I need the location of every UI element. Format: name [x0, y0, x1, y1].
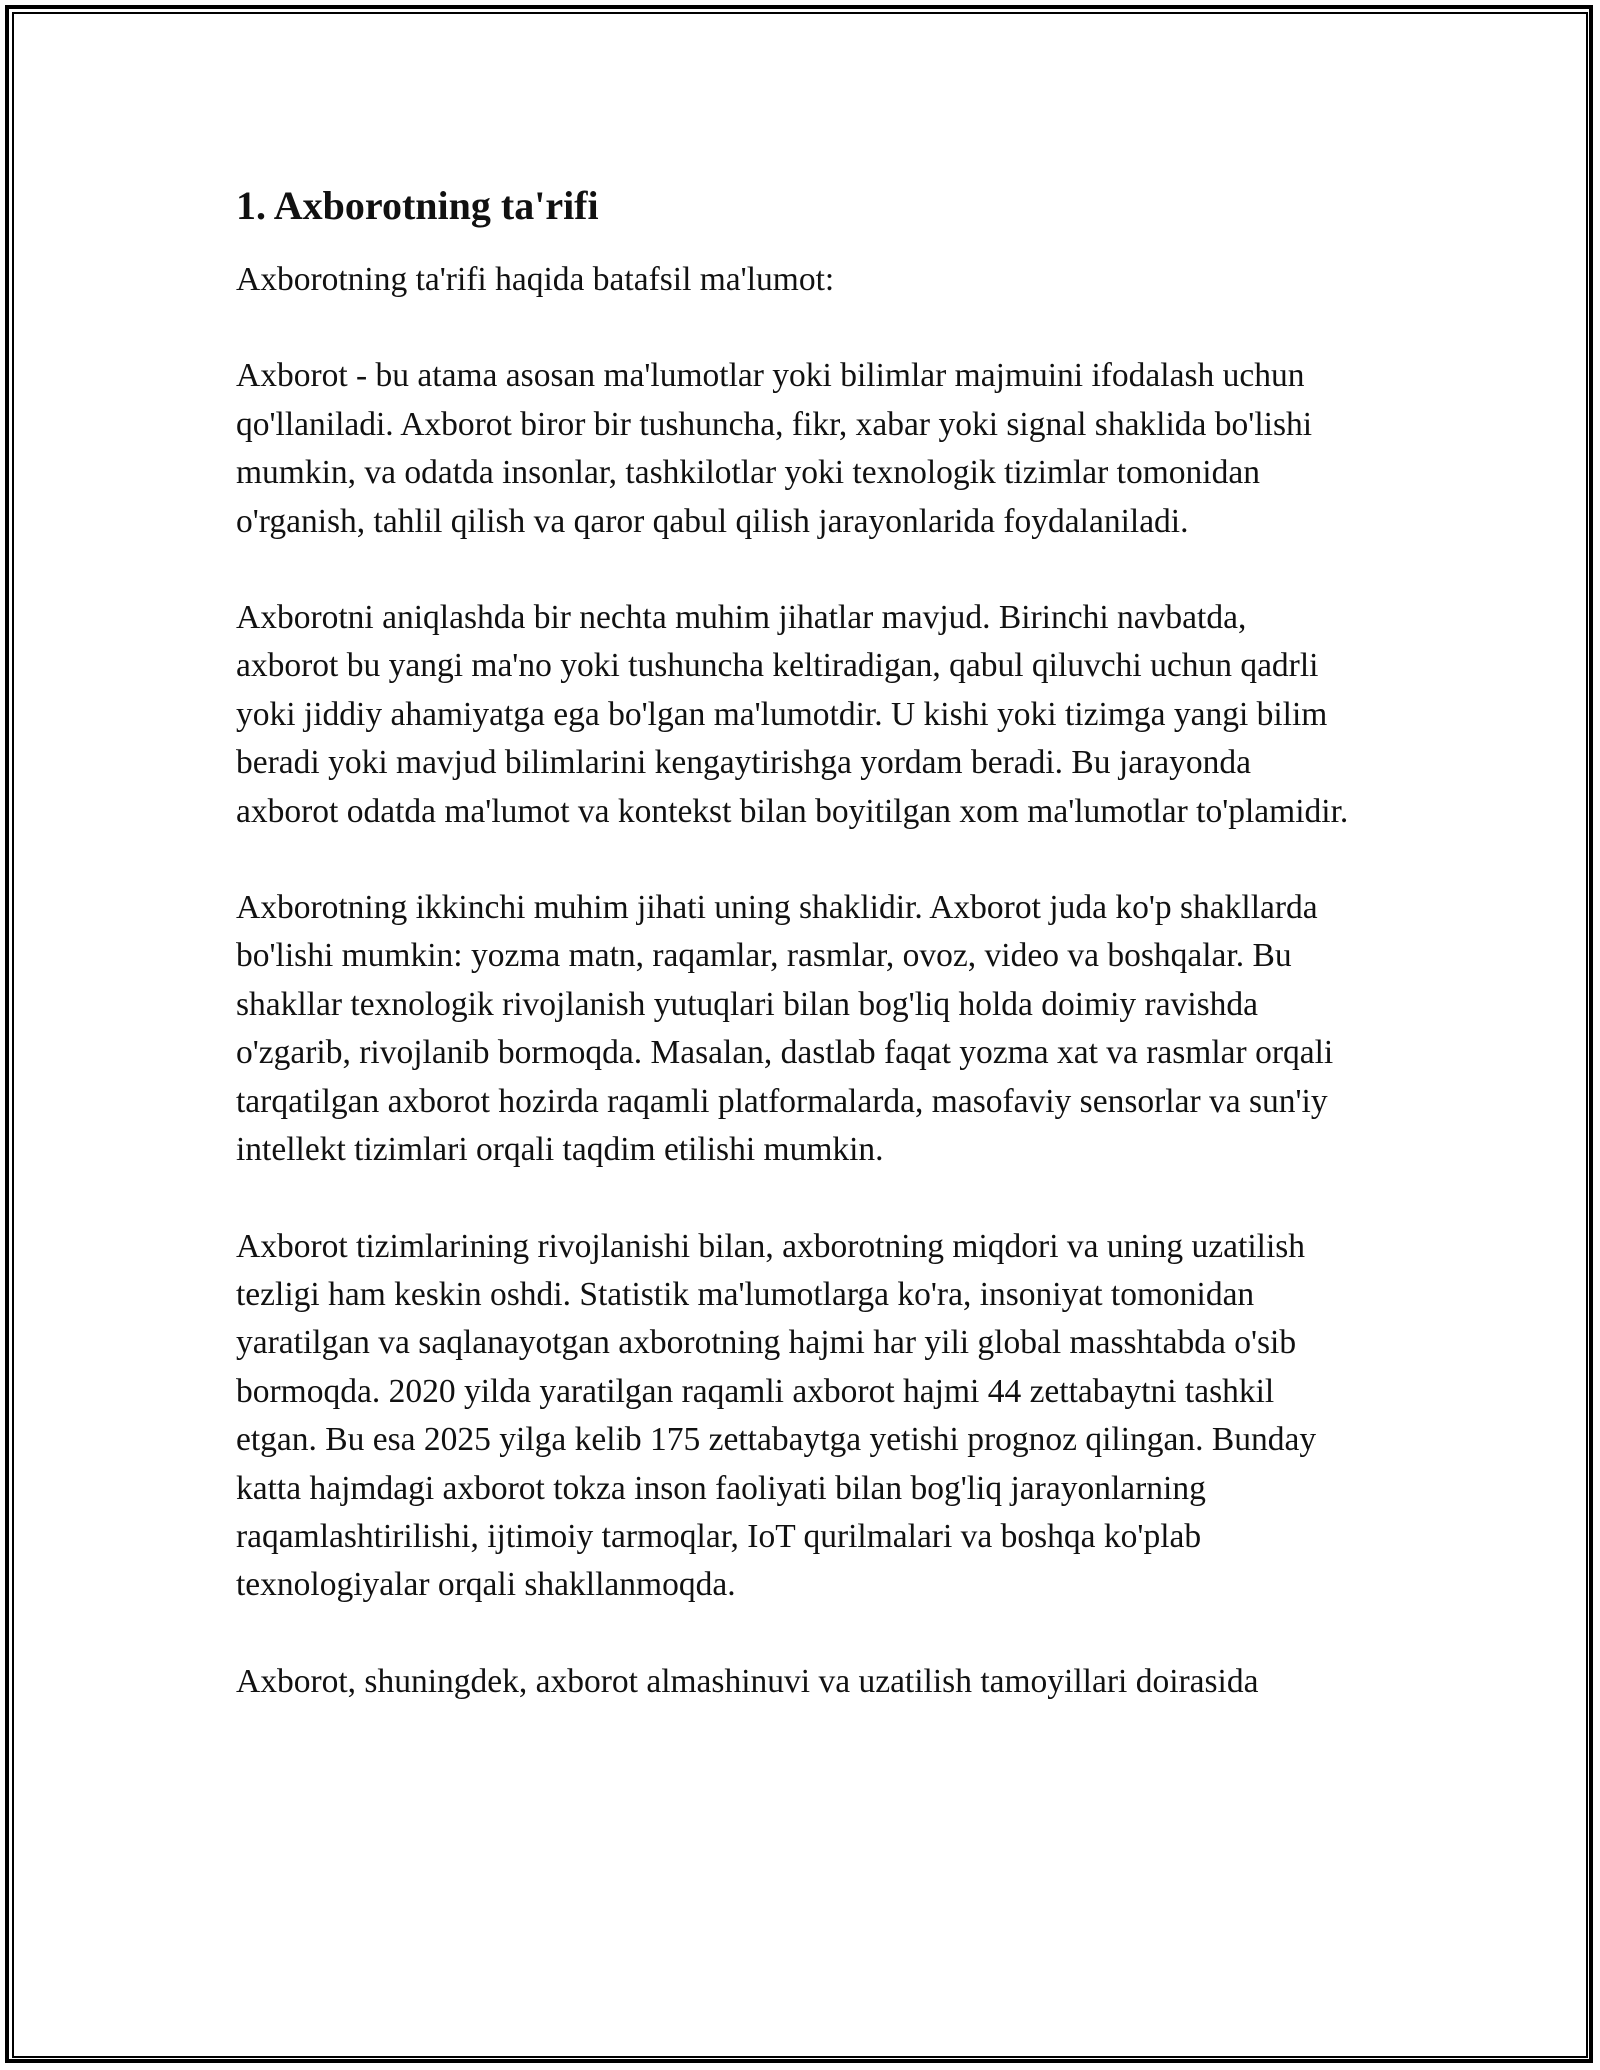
exchange-paragraph: Axborot, shuningdek, axborot almashinuvi va uzatilish tamoyillari doirasida — [236, 1662, 1259, 1700]
section-heading: 1. Axborotning ta'rifi — [236, 183, 599, 228]
intro-paragraph: Axborotning ta'rifi haqida batafsil ma'lumot: — [236, 261, 835, 298]
growth-paragraph: Axborot tizimlarining rivojlanishi bilan, axborotning miqdori va uning uzatilish tezligi ham keskin oshdi. Statistik ma'lumotlarga ko'ra, insoniyat tomonidan yaratilgan va saqlanayotgan axborotning hajmi har yili global masshtabda o'sib bormoqda. 2020 yilda yaratilgan raqamli axborot hajmi 44 zettabaytni tashkil etgan. Bu esa 2025 yilga kelib 175 zettabaytga yetishi prognoz qilingan. Bunday katta hajmdagi axborot tokza inson faoliyati bilan bog'liq jarayonlarning raqamlashtirilishi, ijtimoiy tarmoqlar, IoT qurilmalari va boshqa ko'plab texnologiyalar orqali shakllanmoqda. — [236, 1227, 1317, 1604]
document-body — [236, 180, 1356, 1754]
forms-paragraph: Axborotning ikkinchi muhim jihati uning shaklidir. Axborot juda ko'p shakllarda bo'lishi mumkin: yozma matn, raqamlar, rasmlar, ovoz, video va boshqalar. Bu shakllar texnologik rivojlanish yutuqlari bilan bog'liq holda doimiy ravishda o'zgarib, rivojlanib bormoqda. Masalan, dastlab faqat yozma xat va rasmlar orqali tarqatilgan axborot hozirda raqamli platformalarda, masofaviy sensorlar va sun'iy intellekt tizimlari orqali taqdim etilishi mumkin. — [236, 889, 1334, 1169]
definition-paragraph: Axborot - bu atama asosan ma'lumotlar yoki bilimlar majmuini ifodalash uchun qo'llaniladi. Axborot biror bir tushuncha, fikr, xabar yoki signal shaklida bo'lishi mumkin, va odatda insonlar, tashkilotlar yoki texnologik tizimlar tomonidan o'rganish, tahlil qilish va qaror qabul qilish jarayonlarida foydalaniladi. — [236, 357, 1313, 540]
aspects-paragraph: Axborotni aniqlashda bir nechta muhim jihatlar mavjud. Birinchi navbatda, axborot bu yangi ma'no yoki tushuncha keltiradigan, qabul qiluvchi uchun qadrli yoki jiddiy ahamiyatga ega bo'lgan ma'lumotdir. U kishi yoki tizimga yangi bilim beradi yoki mavjud bilimlarini kengaytirishga yordam beradi. Bu jarayonda axborot odatda ma'lumot va kontekst bilan boyitilgan xom ma'lumotlar to'plamidir. — [236, 599, 1349, 830]
